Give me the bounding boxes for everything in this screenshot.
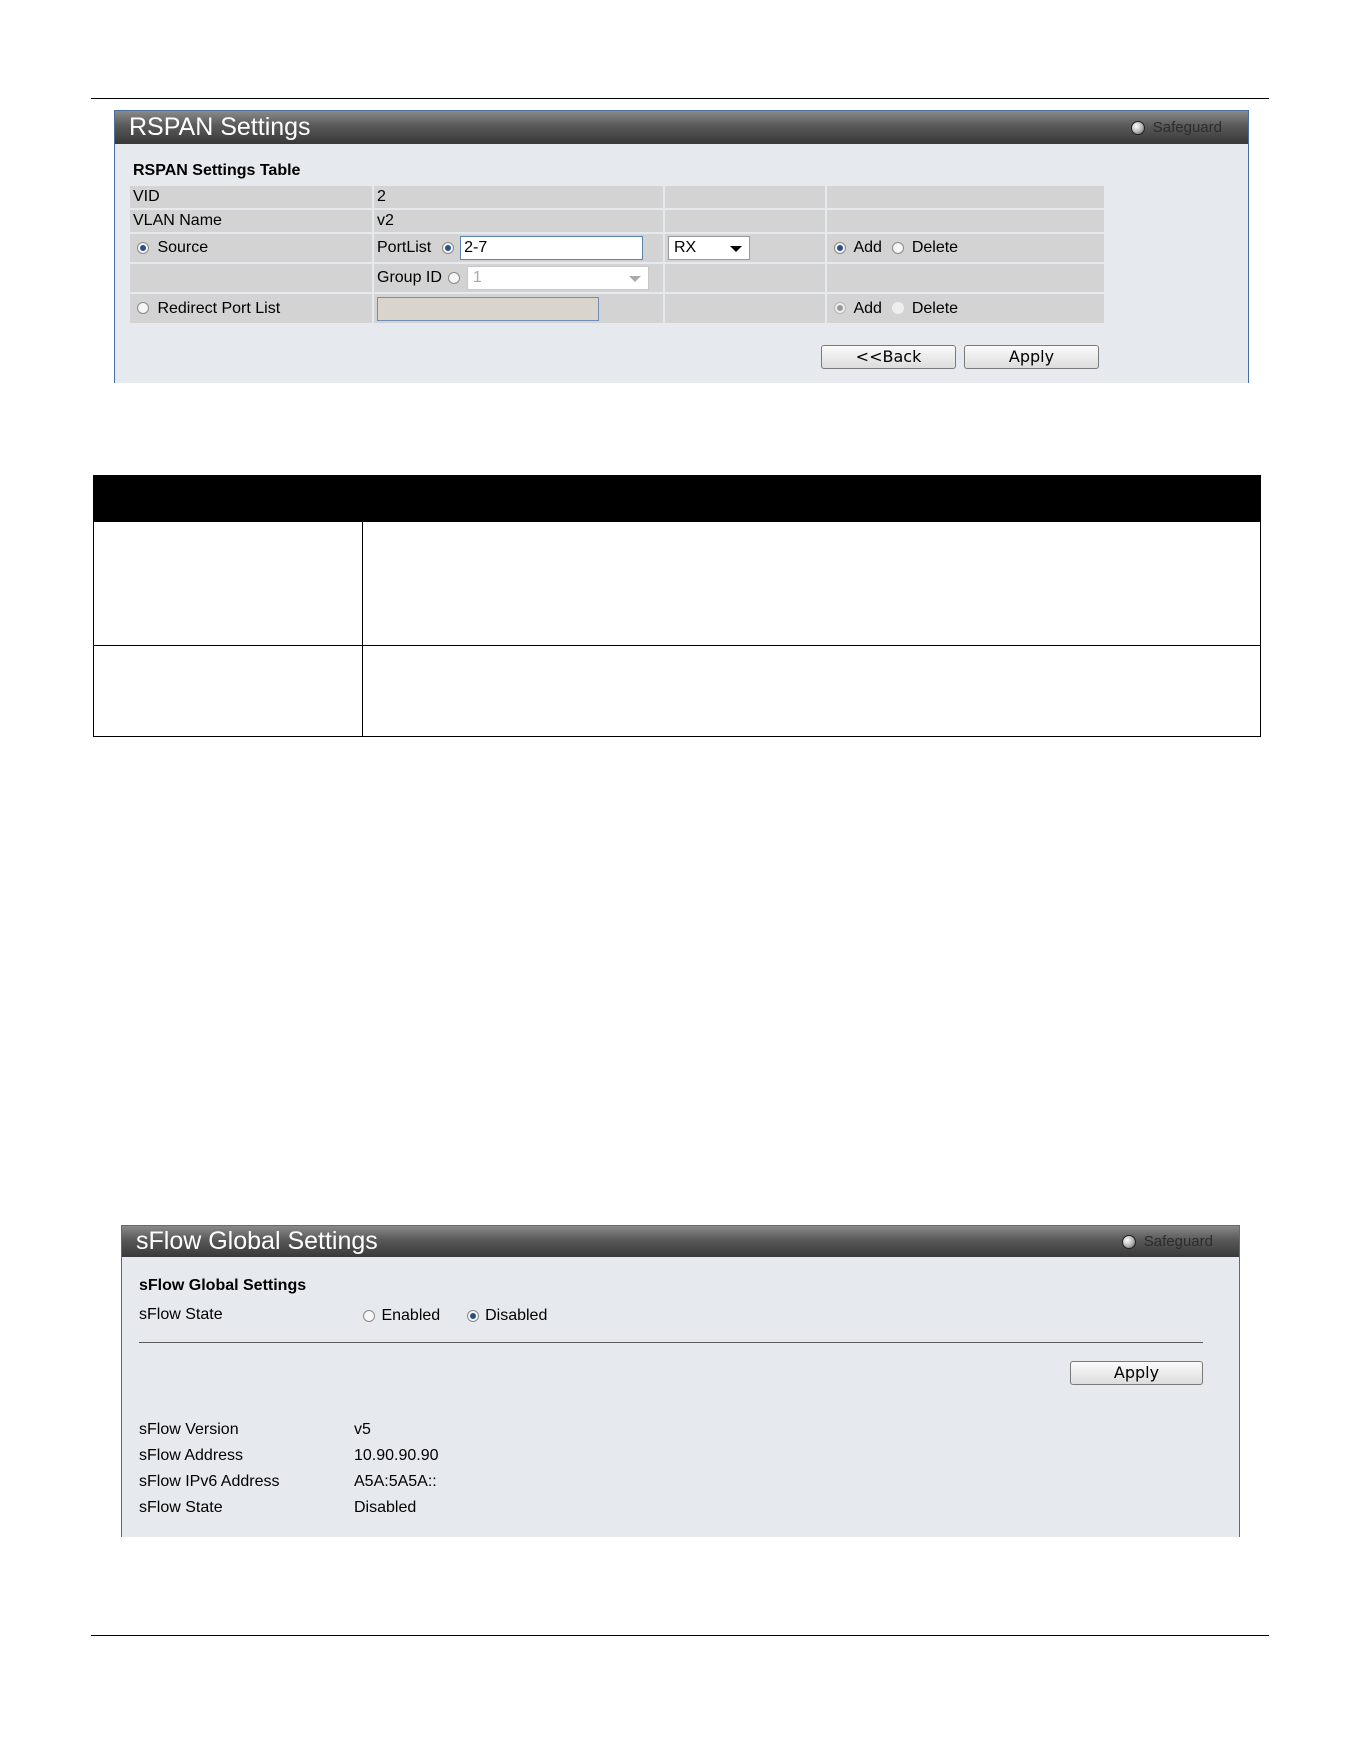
sflow-global-settings-panel: [121, 1225, 1240, 1537]
row-divider: [94, 645, 1260, 646]
table-row: [130, 233, 1104, 263]
page-title: RSPAN Settings: [129, 113, 311, 141]
add-label: Add: [853, 299, 882, 317]
redirect-delete-radio[interactable]: [892, 302, 904, 314]
rspan-settings-table: [130, 186, 1104, 323]
group-id-radio[interactable]: [448, 272, 460, 284]
table-row: [130, 293, 1104, 323]
divider: [139, 1342, 1203, 1343]
group-id-label: Group ID: [377, 269, 442, 286]
panel-header: [115, 111, 1248, 144]
page-title: sFlow Global Settings: [136, 1227, 378, 1255]
vlan-name-label: VLAN Name: [130, 209, 373, 233]
enabled-label: Enabled: [381, 1307, 441, 1324]
chevron-down-icon: [629, 276, 641, 282]
info-label: sFlow Address: [139, 1447, 244, 1464]
table-row: [130, 263, 1104, 293]
info-row: [139, 1499, 439, 1525]
info-value: Disabled: [354, 1499, 417, 1516]
sflow-info: [139, 1421, 439, 1525]
info-label: sFlow IPv6 Address: [139, 1473, 280, 1490]
safeguard-icon: [1122, 1235, 1136, 1249]
portlist-label: PortList: [377, 239, 432, 257]
info-value: v5: [354, 1421, 371, 1438]
apply-button[interactable]: Apply: [964, 345, 1099, 369]
info-row: [139, 1473, 439, 1499]
portlist-input[interactable]: 2-7: [460, 236, 643, 260]
table-row: [130, 186, 1104, 209]
redirect-add-radio[interactable]: [834, 302, 846, 314]
info-value: A5A:5A5A::: [354, 1473, 437, 1490]
info-row: [139, 1447, 439, 1473]
disabled-label: Disabled: [485, 1307, 548, 1324]
direction-select[interactable]: [668, 236, 750, 260]
info-label: sFlow State: [139, 1499, 223, 1516]
redirect-port-input[interactable]: [377, 297, 599, 321]
delete-label: Delete: [911, 239, 959, 256]
safeguard-label: Safeguard: [1143, 1233, 1213, 1250]
panel-header: [122, 1226, 1239, 1257]
table-header: [94, 476, 1260, 522]
description-table: [93, 475, 1261, 737]
back-button[interactable]: <<Back: [821, 345, 956, 369]
direction-value: RX: [674, 239, 697, 256]
safeguard-icon: [1131, 121, 1145, 135]
table-row: [130, 209, 1104, 233]
safeguard-indicator[interactable]: [1131, 119, 1222, 136]
top-rule: [91, 98, 1269, 99]
chevron-down-icon: [730, 246, 742, 252]
table-title: RSPAN Settings Table: [133, 162, 301, 179]
column-divider: [362, 522, 363, 736]
source-add-radio[interactable]: [834, 242, 846, 254]
section-title: sFlow Global Settings: [139, 1277, 307, 1294]
info-value: 10.90.90.90: [354, 1447, 439, 1464]
group-id-select[interactable]: [467, 266, 649, 290]
portlist-radio[interactable]: [442, 242, 454, 254]
apply-button[interactable]: Apply: [1070, 1361, 1203, 1385]
sflow-state-options: [363, 1307, 547, 1325]
group-id-value: 1: [472, 269, 482, 286]
redirect-radio[interactable]: [137, 302, 149, 314]
source-radio[interactable]: [137, 242, 149, 254]
info-label: sFlow Version: [139, 1421, 239, 1438]
rspan-settings-panel: [114, 110, 1249, 383]
disabled-radio[interactable]: [467, 1310, 479, 1322]
redirect-label: Redirect Port List: [157, 299, 281, 317]
add-label: Add: [853, 239, 882, 256]
bottom-rule: [91, 1635, 1269, 1636]
info-row: [139, 1421, 439, 1447]
enabled-radio[interactable]: [363, 1310, 375, 1322]
vlan-name-value: v2: [373, 209, 664, 233]
delete-label: Delete: [911, 299, 959, 317]
source-delete-radio[interactable]: [892, 242, 904, 254]
sflow-state-label: sFlow State: [139, 1306, 223, 1323]
safeguard-label: Safeguard: [1152, 119, 1222, 136]
vid-value: 2: [373, 186, 664, 209]
vid-label: VID: [130, 186, 373, 209]
source-label: Source: [157, 239, 209, 256]
safeguard-indicator[interactable]: [1122, 1233, 1213, 1250]
